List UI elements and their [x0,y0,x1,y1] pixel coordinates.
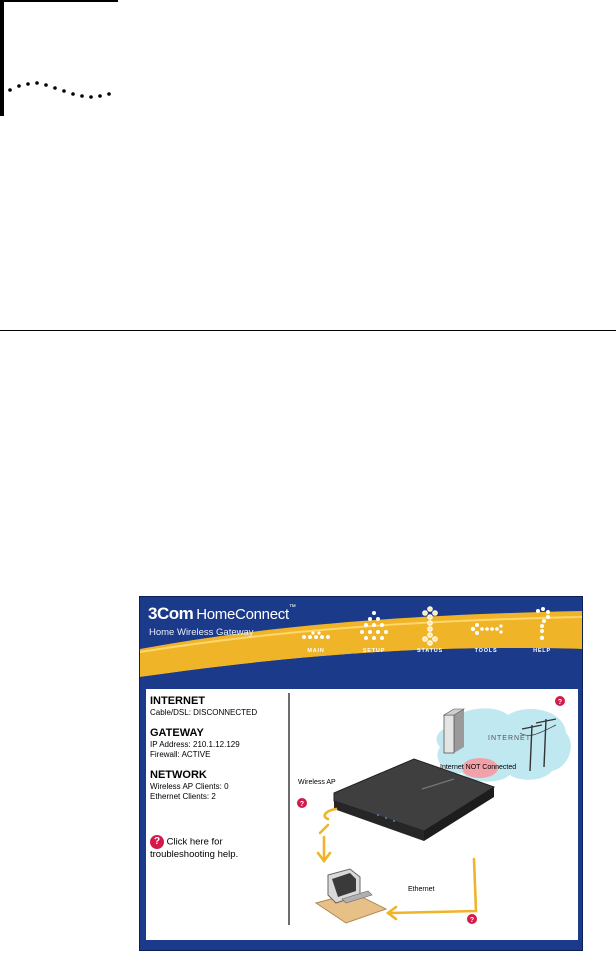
modem-icon [444,709,464,753]
internet-status-label: Internet NOT Connected [440,764,517,771]
column-divider [288,693,290,925]
computer-icon [316,869,386,923]
nav-tools[interactable] [466,605,506,661]
help-question-icon [525,605,559,645]
ethernet-label: Ethernet [408,886,435,893]
router-help-icon [297,798,307,808]
svg-text:?: ? [299,801,305,808]
nav-status[interactable] [410,605,450,661]
chapter-corner-mark [0,0,118,118]
nav-setup-label: SETUP [362,648,386,654]
wireless-signal-icon [318,809,336,861]
network-section [150,769,282,802]
network-diagram-art [294,689,578,940]
brand-logo-mark: 3Com [148,604,194,623]
status-arrow-icon [413,605,447,647]
nav-setup[interactable] [354,605,394,661]
nav-main-label: MAIN [307,648,325,654]
setup-pyramid-icon [357,605,391,645]
brand-logo [148,604,296,624]
internet-title: INTERNET [150,695,205,707]
network-diagram [294,689,578,940]
nav-tools-label: TOOLS [474,648,498,654]
internet-section [150,695,282,718]
status-screen-window [139,596,583,951]
internet-label: INTERNET [488,735,531,742]
network-title: NETWORK [150,769,207,781]
firewall-status: Firewall: ACTIVE [150,750,211,759]
gateway-section [150,727,282,760]
brand-product-name: HomeConnect [196,606,289,623]
gateway-title: GATEWAY [150,727,204,739]
internet-help-icon [555,696,565,706]
ip-address: IP Address: 210.1.12.129 [150,740,240,749]
tools-wrench-icon [468,605,504,645]
wireless-ap-label: Wireless AP [298,779,336,786]
ethernet-clients: Ethernet Clients: 2 [150,792,216,801]
main-dots-icon [299,605,333,645]
ethernet-help-icon [467,914,477,924]
page-divider-rule [0,330,616,331]
status-info-column [150,695,282,811]
troubleshooting-help-link[interactable] [150,835,280,861]
status-content-panel [146,689,578,940]
svg-text:?: ? [469,917,475,924]
nav-help[interactable] [522,605,562,661]
help-question-icon: ? [150,835,164,849]
trademark-mark: ™ [288,604,296,611]
svg-text:?: ? [557,699,563,706]
wireless-clients: Wireless AP Clients: 0 [150,782,229,791]
nav-status-label: STATUS [417,648,443,654]
nav-main[interactable] [296,605,336,661]
troubleshooting-help-text: Click here for troubleshooting help. [150,836,239,860]
nav-help-label: HELP [533,648,551,654]
cable-dsl-status: Cable/DSL: DISCONNECTED [150,708,258,717]
brand-subtitle: Home Wireless Gateway [149,627,254,638]
